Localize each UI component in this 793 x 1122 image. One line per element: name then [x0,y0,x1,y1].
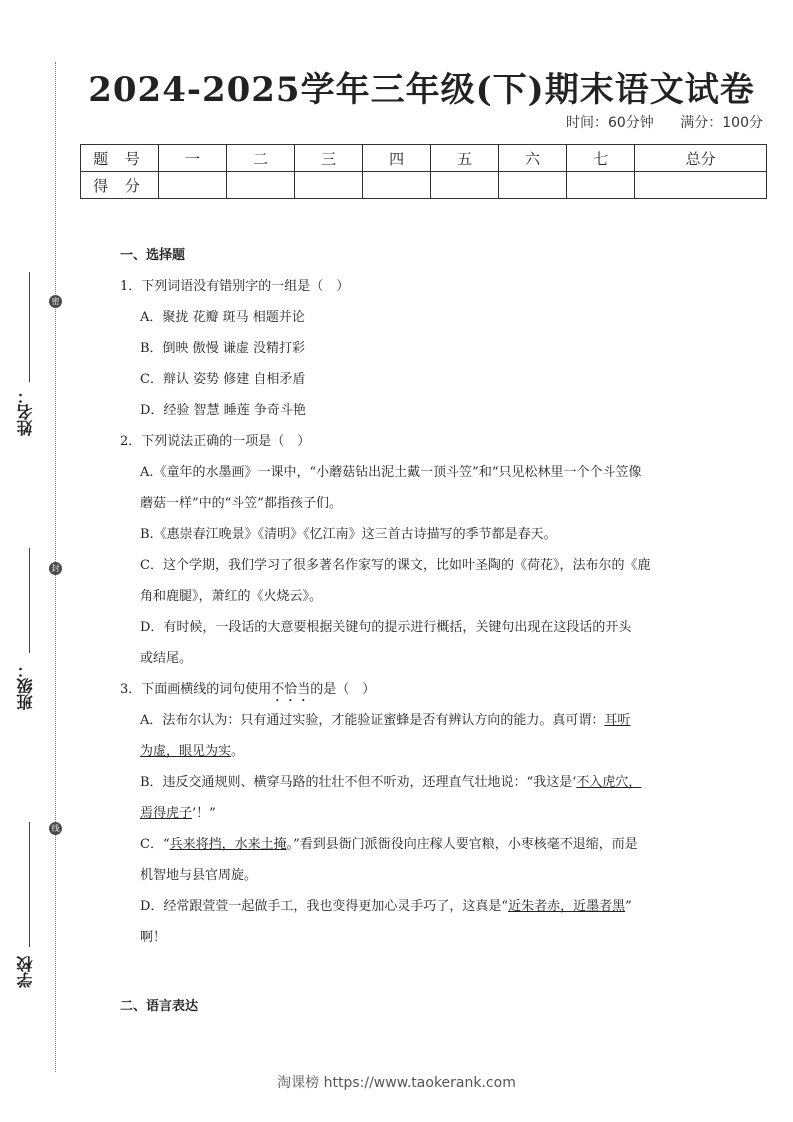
exam-meta [544,112,763,132]
q3-c-text-start: C．“ [140,837,170,852]
question-3-stem-post: 的是（ ） [310,682,376,697]
seal-mark-mi: 密 [49,295,62,308]
question-3-option-c-line2: 机智地与县官周旋。 [140,868,258,883]
score-cell-5[interactable] [431,172,499,199]
question-2-option-b: B.《惠崇春江晚景》《清明》《忆江南》这三首古诗描写的季节都是春天。 [140,527,557,542]
question-2-option-c-line2: 角和鹿腿》，萧红的《火烧云》。 [140,589,323,604]
score-cell-7[interactable] [567,172,635,199]
question-2-option-d-line1: D．有时候，一段话的大意要根据关键句的提示进行概括，关键句出现在这段话的开头 [140,620,632,635]
class-label: 班级： [16,662,35,710]
q3-c-underlined: 兵来将挡，水来土掩 [169,837,287,852]
score-header-3: 三 [295,145,363,172]
question-1-option-d: D．经验 智慧 睡莲 争奇斗艳 [140,403,306,418]
score-cell-6[interactable] [499,172,567,199]
score-header-4: 四 [363,145,431,172]
score-header-2: 二 [227,145,295,172]
question-1-option-a: A．聚拢 花瓣 斑马 相题并论 [140,310,305,325]
section-choice-heading: 一、选择题 [120,248,186,263]
question-3-stem-emphasis: 不恰当 [271,682,311,697]
score-cell-2[interactable] [227,172,295,199]
score-header-1: 一 [159,145,227,172]
score-cell-1[interactable] [159,172,227,199]
question-3-option-a-line1 [120,705,680,736]
school-field-line [29,822,30,947]
name-label: 姓名： [16,388,35,436]
question-2-option-c-line1: C．这个学期，我们学习了很多著名作家写的课文，比如叶圣陶的《荷花》，法布尔的《鹿 [140,558,651,573]
q3-c-text: 。”看到县衙门派衙役向庄稼人要官粮，小枣核毫不退缩，而是 [286,837,638,852]
question-1-option-b: B．倒映 傲慢 谦虚 没精打彩 [140,341,305,356]
question-2-stem: 2．下列说法正确的一项是（ ） [120,434,311,449]
score-header-total: 总分 [635,145,767,172]
q3-a-text: A．法布尔认为：只有通过实验，才能验证蜜蜂是否有辨认方向的能力。真可谓： [140,713,605,728]
score-header-6: 六 [499,145,567,172]
score-cell-total[interactable] [635,172,767,199]
q3-d-text-end: ” [625,899,632,914]
question-3-option-b-line1 [120,767,680,798]
question-3-option-b-line2 [120,798,680,829]
exam-full-score: 满分：100分 [680,115,763,131]
q3-d-underlined: 近朱者赤，近墨者黑 [508,899,626,914]
q3-b-text: B．违反交通规则、横穿马路的壮壮不但不听劝，还理直气壮地说：“我这是‘ [140,775,577,790]
question-2-option-a-line1: A.《童年的水墨画》一课中，“小蘑菇钻出泥土戴一顶斗笠”和“只见松林里一个个斗笠像 [140,465,642,480]
section-language-heading: 二、语言表达 [120,999,199,1014]
score-table [80,144,767,199]
exam-time: 时间：60分钟 [565,115,654,131]
q3-b-underlined-2: 焉得虎子 [140,806,193,821]
score-header-7: 七 [567,145,635,172]
q3-d-text: D．经常跟萱萱一起做手工，我也变得更加心灵手巧了，这真是“ [140,899,509,914]
class-field-line [29,548,30,653]
school-label: 学校 [16,956,35,988]
score-cell-3[interactable] [295,172,363,199]
score-header-5: 五 [431,145,499,172]
question-1-stem: 1．下列词语没有错别字的一组是（ ） [120,279,350,294]
question-1-option-c: C．辩认 姿势 修建 自相矛盾 [140,372,306,387]
score-table-header-row [81,145,767,172]
q3-a-underlined-1: 耳听 [604,713,631,728]
seal-mark-xian: 线 [49,822,62,835]
name-field-line [29,272,30,382]
question-3-option-c-line1 [120,829,680,860]
question-2-option-a-line2: 蘑菇一样”中的“斗笠”都指孩子们。 [140,496,342,511]
score-row-label: 得 分 [81,172,159,199]
score-cell-4[interactable] [363,172,431,199]
score-table-score-row [81,172,767,199]
question-3-stem [120,674,680,705]
q3-a-underlined-2: 为虚，眼见为实 [140,744,232,759]
page-footer-watermark: 淘课榜 https://www.taokerank.com [277,1075,516,1091]
seal-mark-feng: 封 [49,562,62,575]
question-3-option-d-line2: 啊！ [140,930,167,945]
question-3-option-d-line1 [120,891,680,922]
exam-title: 2024-2025学年三年级(下)期末语文试卷 [88,70,755,110]
question-3-option-a-line2 [120,736,680,767]
question-2-option-d-line2: 或结尾。 [140,651,193,666]
exam-content [120,240,680,1022]
q3-a-text-end: 。 [231,744,245,759]
score-header-label: 题 号 [81,145,159,172]
q3-b-text-end: ’！” [192,806,216,821]
question-3-stem-pre: 3．下面画横线的词句使用 [120,682,272,697]
q3-b-underlined-1: 不入虎穴， [576,775,642,790]
